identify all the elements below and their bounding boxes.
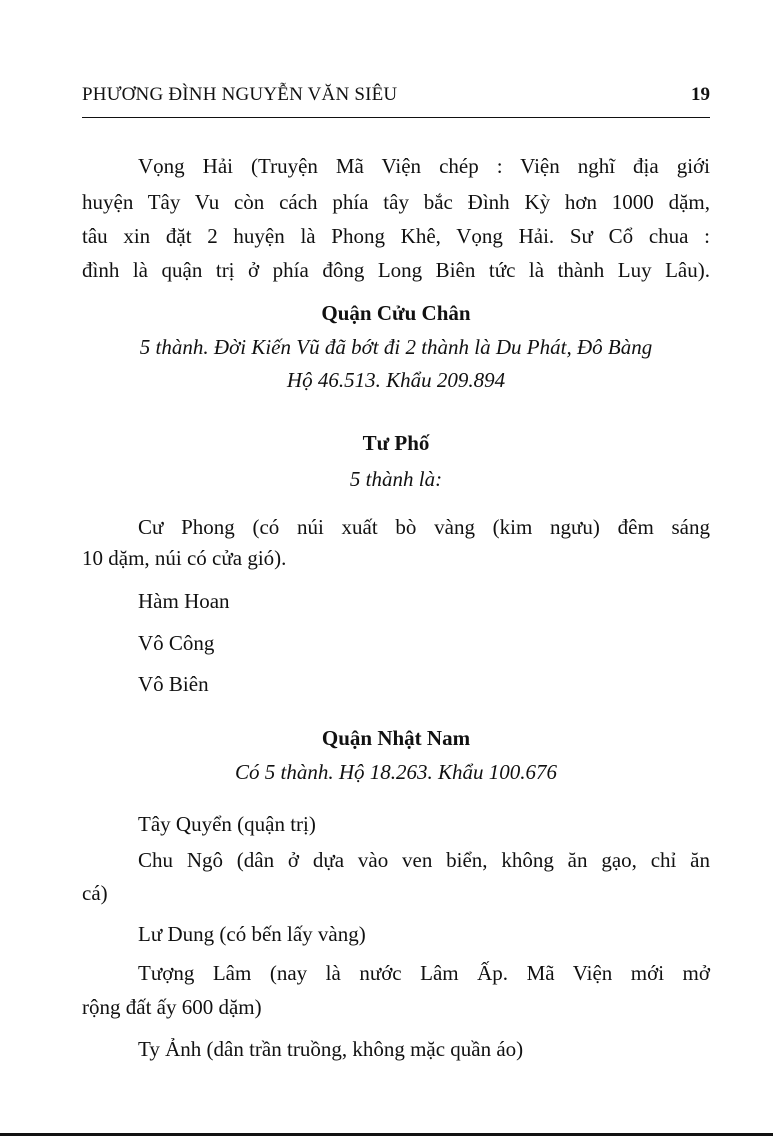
list-item-continuation: rộng đất ấy 600 dặm) <box>82 995 262 1019</box>
section-subheading: 5 thành là: <box>349 467 443 491</box>
list-item: Hàm Hoan <box>138 589 230 613</box>
list-item-continuation: cá) <box>82 881 108 905</box>
paragraph-line: Vọng Hải (Truyện Mã Viện chép : Viện nghĩ địa giới <box>138 154 710 178</box>
paragraph-line: tâu xin đặt 2 huyện là Phong Khê, Vọng Hải. Sư Cổ chua : <box>82 224 710 248</box>
list-item: Chu Ngô (dân ở dựa vào ven biển, không ăn gạo, chỉ ăn <box>138 848 710 872</box>
section-heading-nhat-nam: Quận Nhật Nam <box>321 726 471 750</box>
list-item: Vô Công <box>138 631 215 655</box>
bottom-edge-rule <box>0 1133 773 1136</box>
list-item: Cư Phong (có núi xuất bò vàng (kim ngưu) đêm sáng <box>138 515 710 539</box>
paragraph-line: huyện Tây Vu còn cách phía tây bắc Đình Kỳ hơn 1000 dặm, <box>82 190 710 214</box>
section-summary-line: 5 thành. Đời Kiến Vũ đã bớt đi 2 thành là Du Phát, Đô Bàng <box>139 335 653 359</box>
running-header <box>82 84 710 110</box>
list-item: Vô Biên <box>138 672 209 696</box>
list-item: Lư Dung (có bến lấy vàng) <box>138 922 366 946</box>
list-item: Ty Ảnh (dân trần truồng, không mặc quần áo) <box>138 1037 524 1061</box>
list-item-continuation: 10 dặm, núi có cửa gió). <box>82 546 287 570</box>
running-title: PHƯƠNG ĐÌNH NGUYỄN VĂN SIÊU <box>82 84 398 105</box>
list-item: Tượng Lâm (nay là nước Lâm Ấp. Mã Viện mới mở <box>138 961 710 985</box>
section-heading-cuu-chan: Quận Cửu Chân <box>321 301 471 325</box>
paragraph-line: đình là quận trị ở phía đông Long Biên tức là thành Luy Lâu). <box>82 258 710 282</box>
header-rule <box>82 117 710 118</box>
section-subheading: Có 5 thành. Hộ 18.263. Khẩu 100.676 <box>234 760 557 784</box>
list-item: Tây Quyển (quận trị) <box>138 812 316 836</box>
section-summary-line: Hộ 46.513. Khẩu 209.894 <box>286 368 506 392</box>
page-number: 19 <box>691 84 710 105</box>
section-heading-tu-pho: Tư Phố <box>362 431 430 455</box>
